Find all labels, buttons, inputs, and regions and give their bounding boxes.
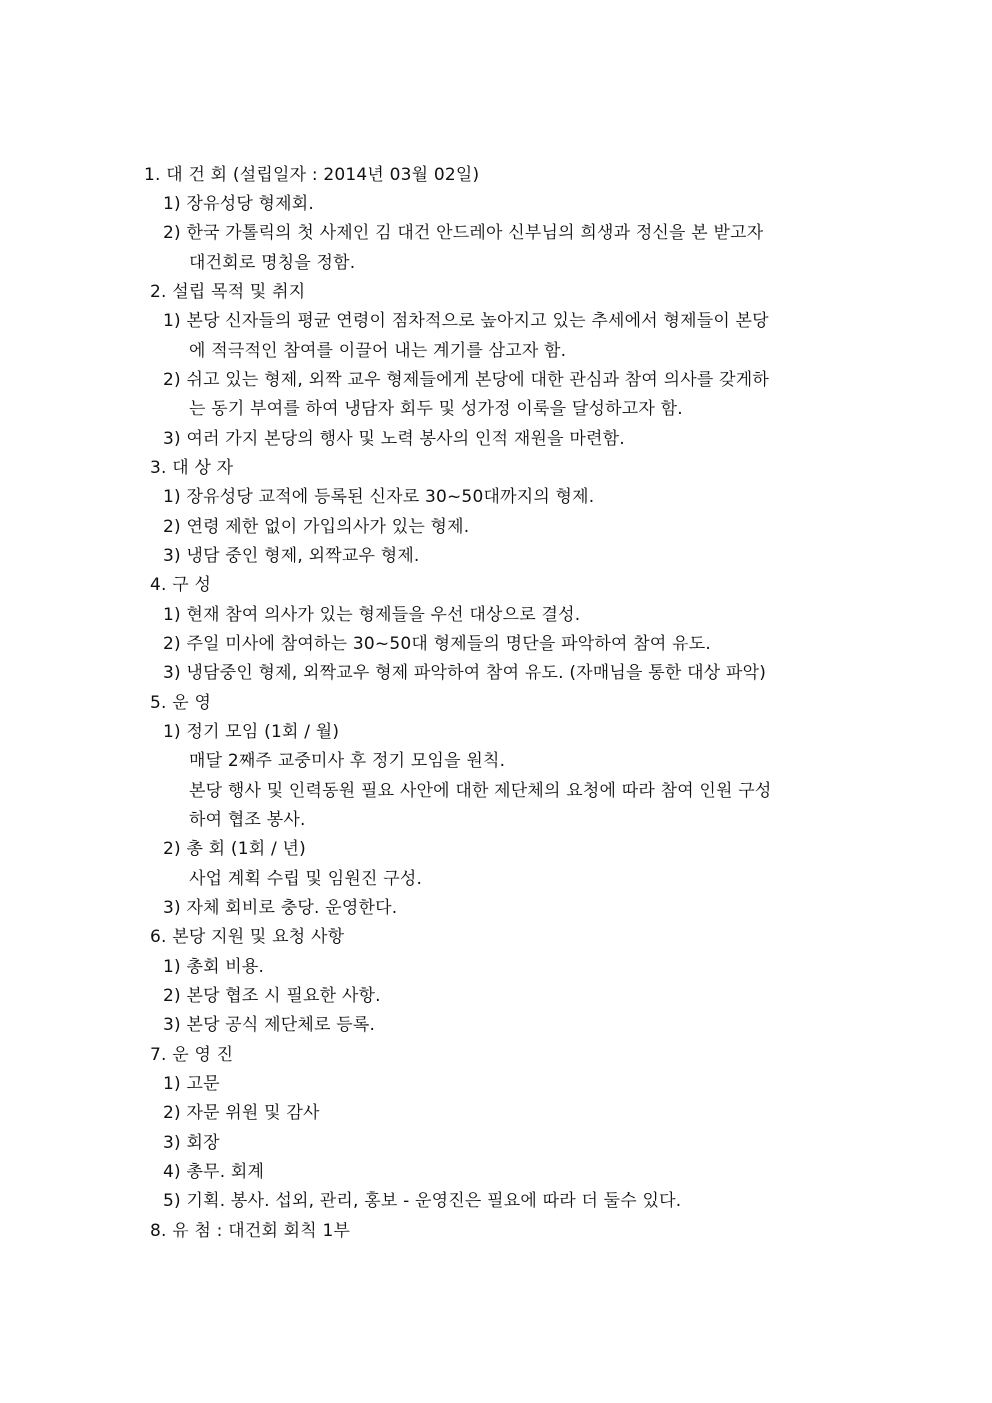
section-7-item-5: 5) 기획. 봉사. 섭외, 관리, 홍보 - 운영진은 필요에 따라 더 둘수 있다. [163,1191,682,1211]
section-8-title: 8. 유 첨 : 대건회 회칙 1부 [150,1221,351,1241]
section-6-item-1: 1) 총회 비용. [163,957,265,977]
section-3-item-1: 1) 장유성당 교적에 등록된 신자로 30~50대까지의 형제. [163,487,595,507]
section-1-item-2-line-2: 대건회로 명칭을 정함. [189,253,356,273]
section-5-item-3: 3) 자체 회비로 충당. 운영한다. [163,898,398,918]
section-5-item-1-detail-1: 매달 2째주 교중미사 후 정기 모임을 원칙. [189,751,506,771]
section-6-title: 6. 본당 지원 및 요청 사항 [150,927,345,947]
section-4-item-3: 3) 냉담중인 형제, 외짝교우 형제 파악하여 참여 유도. (자매님을 통한 대상 파악) [163,663,767,683]
section-4-title: 4. 구 성 [150,575,212,595]
section-1-item-1: 1) 장유성당 형제회. [163,194,315,214]
section-2-item-3: 3) 여러 가지 본당의 행사 및 노력 봉사의 인적 재원을 마련함. [163,429,625,449]
section-4-item-2: 2) 주일 미사에 참여하는 30~50대 형제들의 명단을 파악하여 참여 유도. [163,634,711,654]
section-5-title: 5. 운 영 [150,693,212,713]
section-6-item-3: 3) 본당 공식 제단체로 등록. [163,1015,376,1035]
section-5-item-1-detail-3: 하여 협조 봉사. [189,810,306,830]
section-2-item-1-line-2: 에 적극적인 참여를 이끌어 내는 계기를 삼고자 함. [189,341,567,361]
section-5-item-1-detail-2: 본당 행사 및 인력동원 필요 사안에 대한 제단체의 요청에 따라 참여 인원 구성 [189,781,772,801]
section-3-item-3: 3) 냉담 중인 형제, 외짝교우 형제. [163,546,420,566]
section-3-title: 3. 대 상 자 [150,458,234,478]
section-1-title: 1. 대 건 회 (설립일자 : 2014년 03월 02일) [144,165,480,185]
section-6-item-2: 2) 본당 협조 시 필요한 사항. [163,986,381,1006]
section-2-item-2-line-2: 는 동기 부여를 하여 냉담자 회두 및 성가정 이룩을 달성하고자 함. [189,399,683,419]
section-2-item-1-line-1: 1) 본당 신자들의 평균 연령이 점차적으로 높아지고 있는 추세에서 형제들이 본당 [163,311,769,331]
section-7-item-2: 2) 자문 위원 및 감사 [163,1103,320,1123]
section-5-item-2: 2) 총 회 (1회 / 년) [163,839,306,859]
section-2-title: 2. 설립 목적 및 취지 [150,282,306,302]
section-4-item-1: 1) 현재 참여 의사가 있는 형제들을 우선 대상으로 결성. [163,605,581,625]
section-7-item-1: 1) 고문 [163,1074,220,1094]
section-3-item-2: 2) 연령 제한 없이 가입의사가 있는 형제. [163,517,470,537]
section-7-item-3: 3) 회장 [163,1133,220,1153]
section-5-item-1: 1) 정기 모임 (1회 / 월) [163,722,340,742]
section-7-title: 7. 운 영 진 [150,1045,234,1065]
section-5-item-2-detail-1: 사업 계획 수립 및 임원진 구성. [189,869,423,889]
section-1-item-2-line-1: 2) 한국 가톨릭의 첫 사제인 김 대건 안드레아 신부님의 희생과 정신을 본 받고자 [163,223,764,243]
section-2-item-2-line-1: 2) 쉬고 있는 형제, 외짝 교우 형제들에게 본당에 대한 관심과 참여 의사를 갖게하 [163,370,769,390]
section-7-item-4: 4) 총무. 회계 [163,1162,265,1182]
